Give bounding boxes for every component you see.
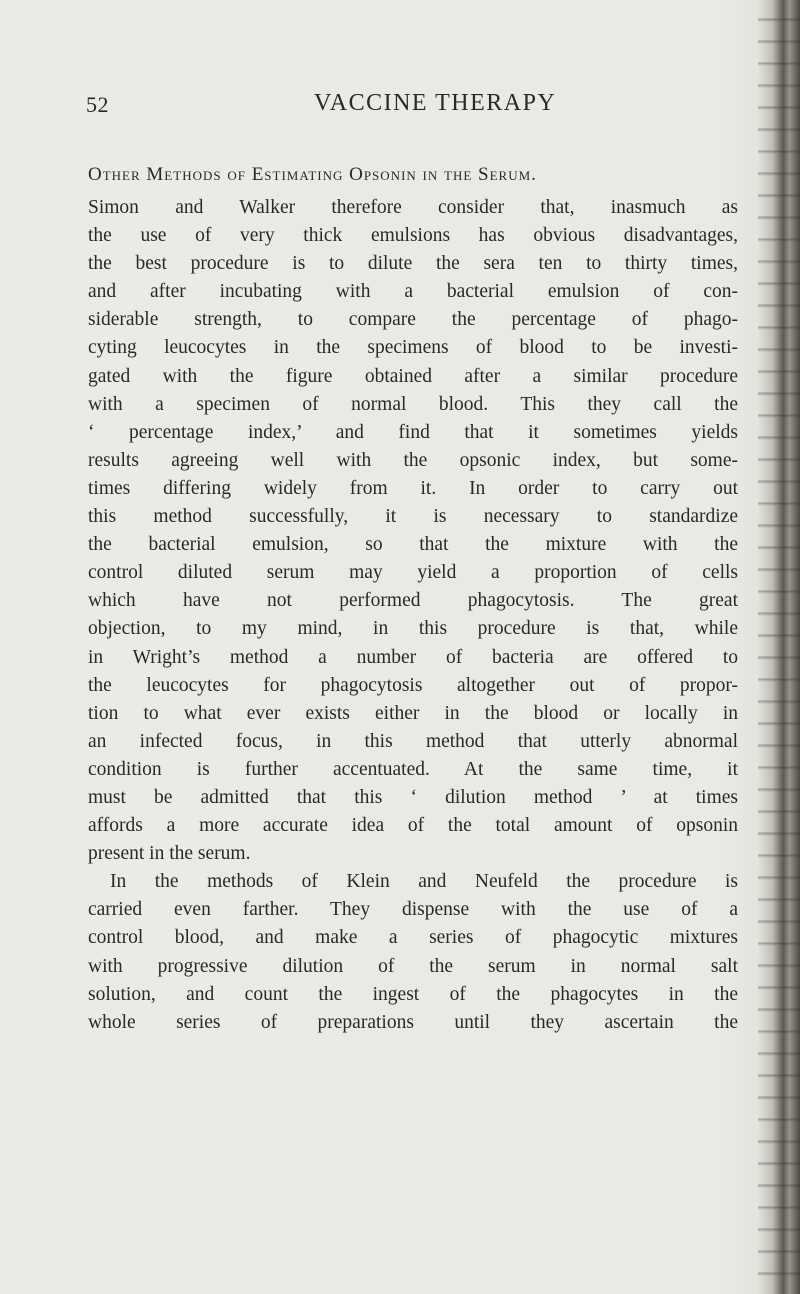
text-line: with progressive dilution of the serum in normal salt (88, 955, 738, 977)
running-head (0, 90, 800, 126)
text-line: In the methods of Klein and Neufeld the procedure is (110, 871, 738, 893)
text-line: control blood, and make a series of phagocytic mixtures (88, 927, 738, 949)
text-line: objection, to my mind, in this procedure is that, while (88, 618, 738, 640)
book-binding-edge (758, 0, 800, 1294)
text-line: with a specimen of normal blood. This they call the (88, 393, 738, 415)
text-line: condition is further accentuated. At the same time, it (88, 758, 738, 780)
section-heading: Other Methods of Estimating Opsonin in the Serum. (88, 164, 537, 185)
text-line: Simon and Walker therefore consider that, inasmuch as (88, 197, 738, 218)
body-text (88, 194, 738, 1037)
text-line: solution, and count the ingest of the phagocytes in the (88, 983, 738, 1005)
text-line: this method successfully, it is necessary to standardize (88, 506, 738, 528)
text-line: the bacterial emulsion, so that the mixture with the (88, 534, 738, 556)
text-line: cyting leucocytes in the specimens of blood to be investi- (88, 337, 738, 359)
text-line: times differing widely from it. In order to carry out (88, 477, 738, 499)
text-line: affords a more accurate idea of the total amount of opsonin (88, 815, 738, 837)
text-line: results agreeing well with the opsonic index, but some- (88, 449, 738, 471)
text-line: whole series of preparations until they ascertain the (88, 1011, 738, 1033)
text-line: control diluted serum may yield a proportion of cells (88, 562, 738, 584)
running-title: VACCINE THERAPY (314, 90, 557, 116)
text-line: carried even farther. They dispense with the use of a (88, 899, 738, 921)
text-line: siderable strength, to compare the percentage of phago- (88, 309, 738, 331)
text-line: which have not performed phagocytosis. The great (88, 590, 738, 612)
text-line: the best procedure is to dilute the sera ten to thirty times, (88, 253, 738, 275)
text-line: in Wright’s method a number of bacteria are offered to (88, 646, 738, 668)
text-line: an infected focus, in this method that utterly abnormal (88, 730, 738, 752)
text-line: ‘ percentage index,’ and find that it sometimes yields (88, 421, 738, 443)
page-number: 52 (86, 92, 109, 117)
text-line: and after incubating with a bacterial emulsion of con- (88, 281, 738, 303)
text-line: the use of very thick emulsions has obvious disadvantages, (88, 225, 738, 247)
text-line: tion to what ever exists either in the blood or locally in (88, 702, 738, 724)
text-line: must be admitted that this ‘ dilution method ’ at times (88, 786, 738, 808)
text-line: the leucocytes for phagocytosis altogether out of propor- (88, 674, 738, 696)
text-line: present in the serum. (88, 843, 251, 865)
text-line: gated with the figure obtained after a similar procedure (88, 365, 738, 387)
